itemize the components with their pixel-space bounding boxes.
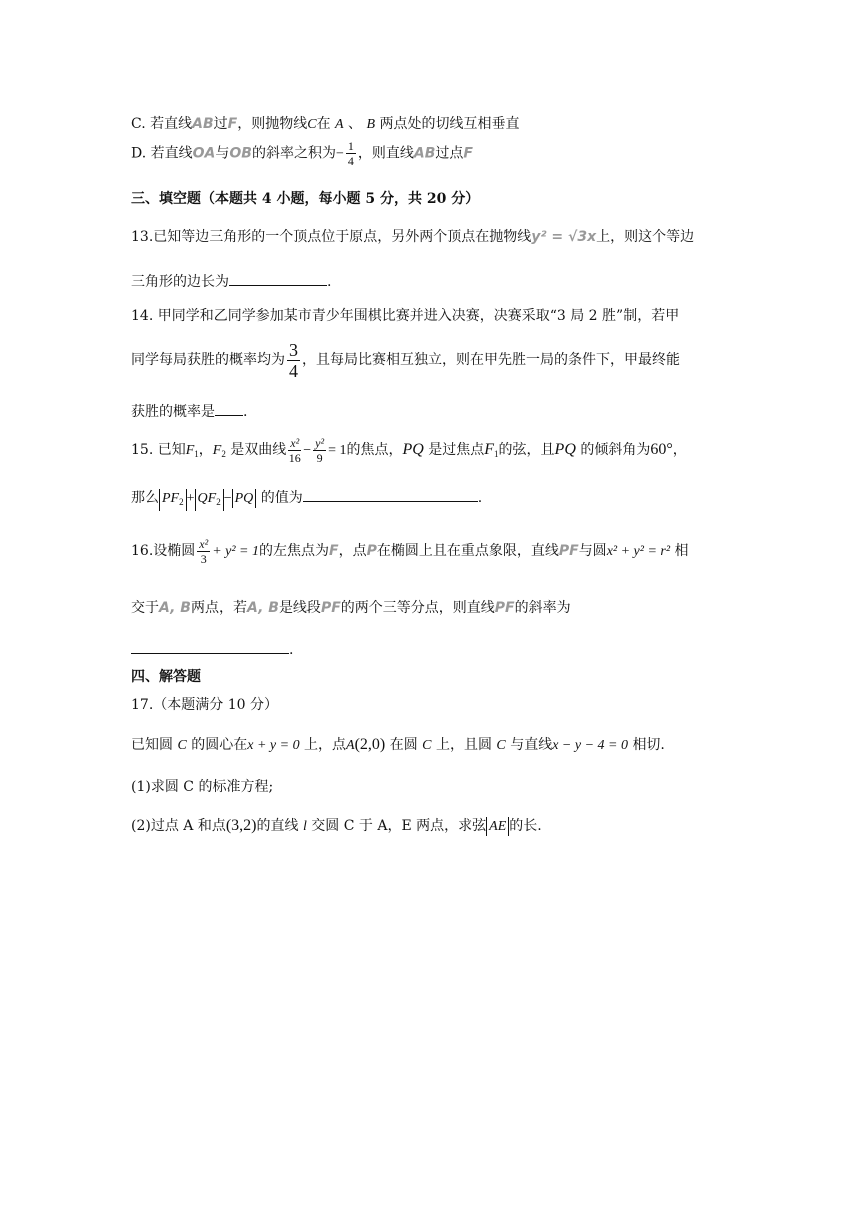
math-c: C [496,738,506,753]
q17-text: 交圆 C 于 A，E 两点，求弦 [311,818,487,834]
option-c-text: 、 [348,116,363,132]
q15-text: 是双曲线 [230,442,287,458]
math-b: B [366,117,376,132]
numerator: x² [199,536,209,551]
subscript: 2 [179,497,184,507]
option-d-text: ，则直线 [357,145,414,162]
segment-qf2: QF [197,491,217,506]
fraction-one-quarter [346,140,356,167]
denominator: 3 [200,551,207,566]
option-c-text: 两点处的切线互相垂直 [379,116,520,132]
denominator: 9 [316,450,323,465]
option-d-text: 过点 [435,145,464,162]
minus-sign: − [223,491,232,506]
q15-text: 的值为 [260,490,303,506]
math-ab: A, B [159,600,191,616]
section-heading-solutions: 四、解答题 [131,669,201,685]
math-c: C [422,738,432,753]
math-f: F [329,543,339,559]
plus-sign: + [186,491,195,506]
q17-text: 上，点 [304,737,347,753]
abs-pq [232,489,257,508]
line-l: l [302,819,307,834]
q16-text: 16.设椭圆 [131,543,196,559]
focus-f2: F [212,443,222,458]
option-d-text: D. 若直线 [131,145,193,162]
subscript: 1 [194,449,199,459]
fraction-three-quarters [287,341,300,380]
math-a: A [346,738,355,753]
math-pf: PF [558,543,579,559]
q16-text: 交于 [131,600,159,616]
q17-text: 已知圆 [131,737,173,753]
q14-text: 14. 甲同学和乙同学参加某市青少年围棋比赛并进入决赛，决赛采取“3 局 2 胜”制，若甲 [131,308,680,324]
chord-ae: AE [489,819,507,834]
tangent-line-equation: x − y − 4 = 0 [552,738,628,753]
math-oa: OA [192,145,216,162]
chord-pq: PQ [402,441,424,458]
q16-text: 是线段 [278,600,321,616]
subscript: 1 [494,449,499,459]
subscript: 2 [221,449,226,459]
q14-text: ，且每局比赛相互独立，则在甲先胜一局的条件下，甲最终能 [302,352,680,368]
answer-blank[interactable] [131,641,289,654]
q17-text: 与直线 [510,737,553,753]
abs-ae [486,817,509,836]
question-17-line-1 [131,733,665,758]
option-c-text: C. 若直线 [131,116,193,132]
circle-equation: x² + y² = r² [606,544,671,559]
minus-sign: − [335,146,344,162]
numerator: 3 [289,339,298,360]
minus-sign: − [303,443,312,458]
question-16-line-3 [131,640,293,660]
q16-text: 与圆 [578,543,607,559]
subscript: 2 [216,497,221,507]
numerator: x² [290,435,300,450]
fraction-x2-16 [288,437,301,464]
q15-text: 的弦，且 [498,442,555,458]
q16-text: 的两个三等分点，则直线 [340,600,495,616]
question-16-line-1 [131,530,689,573]
numerator: 1 [347,139,354,153]
q17-text: (2)过点 A 和点 [131,818,226,834]
q16-text: 在椭圆上且在重点象限，直线 [376,543,559,559]
section-heading-fill-in: 三、填空题（本题共 4 小题，每小题 5 分，共 20 分） [131,191,480,207]
q15-text: ， [672,442,687,458]
chord-pq: PQ [554,441,576,458]
q15-text: 的倾斜角为 [580,442,651,458]
abs-qf2 [195,489,224,511]
q14-text: 同学每局获胜的概率均为 [131,352,285,368]
question-17-part-2 [131,814,542,839]
focus-f1: F [185,443,195,458]
math-c: C [307,117,317,132]
math-f: F [463,145,473,162]
question-13-line-2 [131,272,331,292]
q17-text: 上，且圆 [435,737,492,753]
focus-f1: F [484,441,495,458]
point-2-0: (2,0) [354,736,386,753]
q15-text: ， [198,442,213,458]
fraction-x2-3 [197,538,210,565]
q15-text: 15. 已知 [131,442,186,458]
option-c-text: ，则抛物线 [237,116,308,132]
math-p: P [366,543,377,559]
option-d-text: 的斜率之积为 [251,145,336,162]
q17-text: 的直线 [256,818,299,834]
answer-blank[interactable] [229,273,327,286]
q17-text: 相切. [632,737,665,753]
math-a: A [335,117,344,132]
period: . [477,490,483,506]
question-14-line-1 [131,306,679,326]
abs-pf2 [159,489,187,511]
q16-text: 的斜率为 [514,600,571,616]
equals-one: = 1 [328,443,347,458]
q13-text: 13.已知等边三角形的一个顶点位于原点，另外两个顶点在抛物线 [131,229,532,245]
math-c: C [177,738,187,753]
period: . [327,274,332,290]
numerator: y² [315,435,325,450]
answer-blank[interactable] [303,489,478,502]
denominator: 16 [288,450,301,465]
point-3-2: (3,2) [225,817,257,834]
option-c [131,114,520,135]
center-line-equation: x + y = 0 [247,738,300,753]
parabola-formula: y² = √3x [531,229,597,245]
option-c-text: 过 [213,116,228,132]
q13-text: 上，则这个等边 [596,229,695,245]
question-15-line-1 [131,430,687,474]
math-ab: A, B [246,600,279,616]
q16-text: 相 [674,543,689,559]
ellipse-rest: + y² = 1 [212,544,260,559]
denominator: 4 [347,154,354,168]
math-f: F [227,116,238,132]
segment-pf2: PF [162,491,180,506]
question-13-line-1 [131,227,694,247]
question-17-header: 17.（本题满分 10 分） [131,697,278,713]
math-pf: PF [494,600,515,616]
option-d-text: 与 [215,145,230,162]
angle-60: 60° [650,441,673,458]
question-17-part-1: (1)求圆 C 的标准方程; [131,779,274,795]
question-14-line-2 [131,340,680,380]
answer-blank[interactable] [215,403,243,416]
option-c-text: 在 [316,116,331,132]
math-ab: AB [413,145,436,162]
q17-text: 在圆 [389,737,418,753]
math-ob: OB [229,145,252,162]
q17-text: 的圆心在 [191,737,248,753]
denominator: 4 [289,360,298,381]
q14-text: 获胜的概率是 [131,404,215,420]
period: . [243,404,248,420]
q15-text: 那么 [131,490,159,506]
fraction-y2-9 [313,437,326,464]
q16-text: 两点，若 [190,600,247,616]
segment-pq: PQ [234,491,254,506]
question-14-line-3 [131,402,247,422]
q15-text: 的焦点， [346,442,403,458]
q13-text: 三角形的边长为 [131,274,229,290]
q16-text: 的左焦点为 [259,543,330,559]
q16-text: ，点 [338,543,367,559]
period: . [289,642,294,658]
question-15-line-2 [131,488,482,511]
q17-text: 的长. [509,818,542,834]
question-16-line-2 [131,598,571,618]
math-pf: PF [320,600,341,616]
option-d [131,140,473,168]
math-ab: AB [192,116,214,132]
q15-text: 是过焦点 [428,442,485,458]
